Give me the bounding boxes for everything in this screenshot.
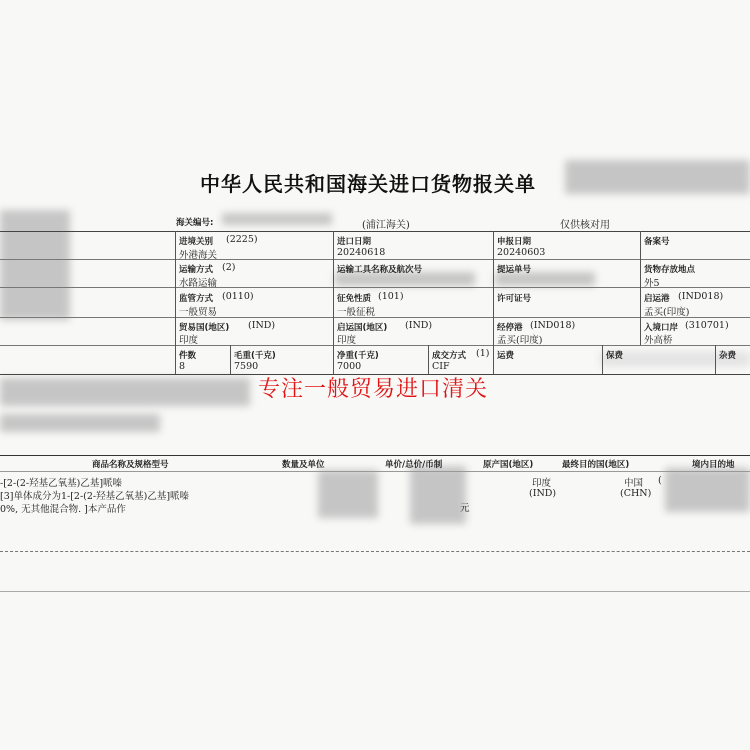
transport-mode-label: 运输方式 [179, 265, 214, 275]
entry-customs-value: 外港海关 [179, 250, 218, 261]
goods-origin-header: 原产国(地区) [483, 460, 534, 470]
bill-of-lading-label: 提运单号 [497, 265, 532, 275]
supervision-mode-label: 监管方式 [179, 294, 214, 304]
deal-mode-value: CIF [432, 361, 450, 372]
departure-port-value: 孟买(印度) [644, 307, 690, 318]
goods-final-dest-header: 最终目的国(地区) [562, 460, 630, 470]
entry-port-value: 外高桥 [644, 335, 673, 346]
bottom-line [0, 591, 750, 592]
trade-country-value: 印度 [179, 335, 199, 346]
col-divider [640, 231, 641, 345]
redacted-area-price [410, 466, 466, 524]
col-divider [175, 231, 176, 345]
goods-dest-value: 中国 [624, 478, 644, 489]
goods-domestic-dest-header: 境内目的地 [692, 460, 735, 470]
departure-port-code: (IND018) [678, 291, 724, 302]
deal-mode-code: (1) [476, 348, 490, 359]
redacted-area-header [565, 160, 750, 194]
origin-country-code: (IND) [405, 320, 433, 331]
transit-port-code: (IND018) [530, 320, 576, 331]
supervision-mode-value: 一般贸易 [179, 307, 218, 318]
goods-description-line: [3]单体成分为1-[2-(2-羟基乙氧基)乙基]哌嗪 [0, 491, 190, 502]
col-divider [428, 345, 429, 374]
goods-price-tail: 元 [460, 503, 470, 514]
trade-country-label: 贸易国(地区) [179, 323, 230, 333]
vessel-voyage-label: 运输工具名称及航次号 [337, 265, 423, 275]
net-weight-value: 7000 [337, 361, 362, 372]
redacted-area-dest [665, 468, 750, 512]
import-date-value: 20240618 [337, 247, 386, 258]
transport-mode-value: 水路运输 [179, 278, 218, 289]
document-title: 中华人民共和国海关进口货物报关单 [200, 172, 536, 196]
transit-port-label: 经停港 [497, 323, 523, 333]
goods-description-line: 0%, 无其他混合物. ]本产品作 [0, 504, 126, 515]
goods-border-top [0, 455, 750, 456]
dashed-separator [0, 551, 750, 552]
header-table [0, 231, 750, 375]
redacted-area-qty [318, 470, 378, 518]
departure-port-label: 启运港 [644, 294, 670, 304]
declare-date-label: 申报日期 [497, 237, 532, 247]
storage-location-value: 外5 [644, 278, 660, 289]
transit-port-value: 孟买(印度) [497, 335, 543, 346]
customs-number-label: 海关编号: [176, 218, 214, 228]
freight-label: 运费 [497, 351, 515, 361]
levy-nature-code: (101) [378, 291, 404, 302]
col-divider [230, 345, 231, 374]
levy-nature-label: 征免性质 [337, 294, 372, 304]
redacted-area-mid2 [0, 414, 160, 432]
declare-date-value: 20240603 [497, 247, 546, 258]
origin-country-value: 印度 [337, 335, 357, 346]
transport-mode-code: (2) [222, 262, 236, 273]
net-weight-label: 净重(千克) [337, 351, 379, 361]
storage-location-label: 货物存放地点 [644, 265, 696, 275]
row-divider [0, 345, 750, 346]
entry-port-label: 入境口岸 [644, 323, 679, 333]
levy-nature-value: 一般征税 [337, 307, 376, 318]
insurance-label: 保费 [606, 351, 624, 361]
row-divider [0, 287, 750, 288]
verification-note: 仅供核对用 [560, 220, 610, 231]
entry-customs-label: 进境关别 [179, 237, 214, 247]
record-no-label: 备案号 [644, 237, 670, 247]
watermark-text: 专注一般贸易进口清关 [258, 377, 489, 402]
goods-header-divider [0, 471, 750, 472]
trade-country-code: (IND) [248, 320, 276, 331]
col-divider [715, 345, 716, 374]
goods-qty-header: 数量及单位 [282, 460, 325, 470]
table-border-top [0, 231, 750, 232]
origin-country-label: 启运国(地区) [337, 323, 388, 333]
packages-label: 件数 [179, 351, 197, 361]
customs-name: (浦江海关) [362, 220, 410, 231]
entry-customs-code: (2225) [226, 234, 258, 245]
col-divider [175, 345, 176, 374]
license-no-label: 许可证号 [497, 294, 532, 304]
gross-weight-label: 毛重(千克) [234, 351, 276, 361]
col-divider [333, 231, 334, 374]
gross-weight-value: 7590 [234, 361, 259, 372]
entry-port-code: (310701) [685, 320, 729, 331]
deal-mode-label: 成交方式 [432, 351, 467, 361]
row-divider [0, 259, 750, 260]
goods-price-header: 单价/总价/币制 [385, 460, 443, 470]
import-date-label: 进口日期 [337, 237, 372, 247]
col-divider [602, 345, 603, 374]
goods-origin-code: (IND) [529, 488, 557, 499]
supervision-mode-code: (0110) [222, 291, 254, 302]
goods-origin-value: 印度 [532, 478, 552, 489]
packages-value: 8 [179, 361, 186, 372]
goods-description-line: -[2-(2-羟基乙氧基)乙基]哌嗪 [0, 478, 123, 489]
redacted-area-customs-no [222, 213, 332, 225]
redacted-area-mid [0, 378, 250, 406]
goods-dest-tail: ( [658, 475, 662, 486]
goods-dest-code: (CHN) [620, 488, 652, 499]
misc-fee-label: 杂费 [719, 351, 737, 361]
col-divider [493, 231, 494, 374]
goods-name-header: 商品名称及规格型号 [92, 460, 169, 470]
